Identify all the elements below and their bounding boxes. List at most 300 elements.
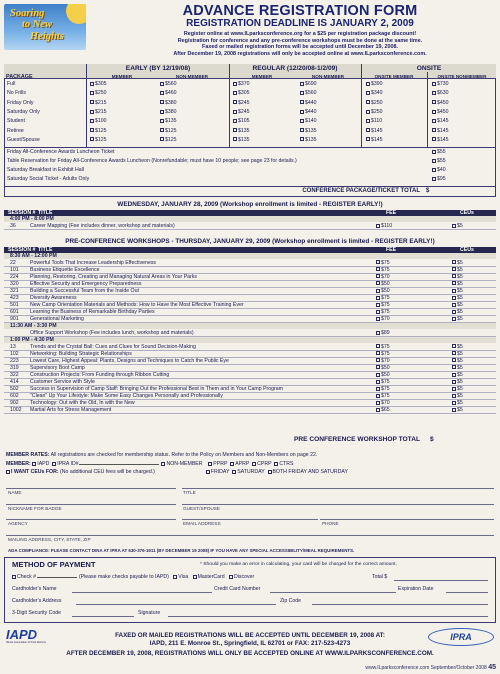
check-checkbox[interactable]: [12, 575, 16, 579]
price-checkbox[interactable]: [432, 100, 436, 104]
friday-label: FRIDAY: [210, 469, 230, 475]
extra-ticket-option[interactable]: [432, 176, 446, 182]
extra-ticket-price: $55: [437, 149, 446, 155]
extra-ticket-option[interactable]: [432, 149, 446, 155]
workshop-fee-option[interactable]: [376, 267, 390, 274]
price-option[interactable]: [90, 128, 107, 134]
price-checkbox[interactable]: [233, 110, 237, 114]
name-field[interactable]: [6, 488, 176, 489]
workshop-ceu-option[interactable]: [452, 302, 463, 309]
workshop-code: 902: [10, 400, 19, 407]
workshop-ceu-option[interactable]: [452, 274, 463, 281]
workshop-fee-option[interactable]: [376, 379, 390, 386]
check-label: Check #: [17, 574, 37, 580]
price-option[interactable]: [233, 100, 250, 106]
ipra-logo-text: IPRA: [450, 632, 472, 642]
aprp-checkbox[interactable]: [230, 462, 234, 466]
ipra-checkbox[interactable]: [52, 462, 56, 466]
workshop-fee: $70: [381, 400, 390, 407]
price-option[interactable]: [300, 100, 317, 106]
workshop-ceu: $5: [457, 259, 463, 266]
workshop-ceu: $5: [457, 280, 463, 287]
workshop-ceu-checkbox[interactable]: [452, 387, 456, 391]
extra-ticket-option[interactable]: [432, 167, 446, 173]
price-checkbox[interactable]: [90, 128, 94, 132]
workshop-ceu: $5: [457, 295, 463, 301]
workshop-ceu: $5: [457, 266, 463, 273]
workshop-fee-option[interactable]: [376, 274, 390, 281]
workshop-ceu-option[interactable]: [452, 393, 463, 400]
workshop-fee-checkbox[interactable]: [376, 373, 380, 377]
visa-checkbox[interactable]: [173, 575, 177, 579]
workshop-fee-checkbox[interactable]: [376, 296, 380, 300]
price-checkbox[interactable]: [366, 110, 370, 114]
title-field[interactable]: [182, 488, 494, 489]
price-checkbox[interactable]: [366, 119, 370, 123]
pricing-package-label: Saturday Only: [7, 108, 40, 115]
workshop-fee: $50: [381, 364, 390, 371]
mailing-label: MAILING ADDRESS, CITY, STATE, ZIP: [8, 537, 91, 542]
price-checkbox[interactable]: [90, 119, 94, 123]
workshop-code: 322: [10, 371, 19, 378]
phone-field[interactable]: [320, 519, 494, 520]
column-divider: [229, 64, 230, 147]
workshop-ceu-option[interactable]: [452, 316, 463, 323]
workshop-ceu-checkbox[interactable]: [452, 267, 456, 271]
fee-header: FEE: [386, 247, 397, 253]
price-checkbox[interactable]: [90, 82, 94, 86]
price-checkbox[interactable]: [366, 82, 370, 86]
footer-line-1: FAXED OR MAILED REGISTRATIONS WILL BE ACCEPTED UNTIL DECEMBER 19, 2008 AT:: [115, 632, 385, 639]
workshop-fee-option[interactable]: [376, 281, 390, 288]
workshop-fee: $110: [381, 223, 393, 229]
extra-ticket-checkbox[interactable]: [432, 150, 436, 154]
workshop-ceu-checkbox[interactable]: [452, 281, 456, 285]
column-divider: [86, 64, 87, 147]
workshop-fee-checkbox[interactable]: [376, 408, 380, 412]
workshop-fee-checkbox[interactable]: [376, 267, 380, 271]
price-option[interactable]: [300, 90, 317, 96]
workshop-fee-option[interactable]: [376, 302, 390, 309]
workshop-ceu-option[interactable]: [452, 309, 463, 316]
guest-field[interactable]: [182, 504, 494, 505]
price-option[interactable]: [90, 81, 107, 87]
workshop-fee: $75: [381, 295, 390, 301]
price-checkbox[interactable]: [90, 110, 94, 114]
saturday-checkbox[interactable]: [232, 470, 236, 474]
price-checkbox[interactable]: [90, 137, 94, 141]
workshop-fee-checkbox[interactable]: [376, 289, 380, 293]
extra-ticket-checkbox[interactable]: [432, 168, 436, 172]
pprp-checkbox[interactable]: [208, 462, 212, 466]
price-option[interactable]: [160, 109, 177, 115]
price-checkbox[interactable]: [160, 91, 164, 95]
workshop-ceu-checkbox[interactable]: [452, 408, 456, 412]
want-ceus-checkbox[interactable]: [6, 470, 10, 474]
onsite-nonmember-header: ONSITE NONMEMBER: [437, 74, 487, 79]
ctrs-checkbox[interactable]: [274, 462, 278, 466]
both-days-checkbox[interactable]: [268, 470, 272, 474]
workshop-fee-option[interactable]: [376, 400, 390, 407]
workshop-code: 414: [10, 379, 19, 385]
extra-ticket-option[interactable]: [432, 158, 446, 164]
price-option[interactable]: [233, 90, 250, 96]
price-checkbox[interactable]: [432, 110, 436, 114]
workshop-fee-checkbox[interactable]: [376, 380, 380, 384]
workshop-fee-option[interactable]: [376, 407, 390, 414]
price-value: $250: [371, 108, 383, 115]
workshop-code: 601: [10, 309, 19, 316]
cprp-checkbox[interactable]: [252, 462, 256, 466]
price-checkbox[interactable]: [160, 100, 164, 104]
price-checkbox[interactable]: [233, 82, 237, 86]
workshop-ceu-checkbox[interactable]: [452, 401, 456, 405]
workshop-ceu-checkbox[interactable]: [452, 344, 456, 348]
price-checkbox[interactable]: [300, 110, 304, 114]
pricing-package-label: Student: [7, 118, 25, 125]
security-code-field[interactable]: [72, 616, 134, 617]
check-number-field[interactable]: [37, 577, 77, 578]
workshop-ceu: $5: [457, 357, 463, 364]
price-option[interactable]: [432, 100, 449, 106]
price-option[interactable]: [160, 90, 177, 96]
price-value: $145: [437, 136, 449, 143]
workshop-ceu-option[interactable]: [452, 407, 463, 414]
price-checkbox[interactable]: [160, 110, 164, 114]
price-option[interactable]: [300, 109, 317, 115]
workshop-fee-checkbox[interactable]: [376, 317, 380, 321]
workshop-fee-option[interactable]: [376, 223, 392, 230]
workshop-ceu: $5: [457, 223, 463, 229]
workshop-code: 102: [10, 350, 19, 357]
workshop-ceu-checkbox[interactable]: [452, 317, 456, 321]
signature-field[interactable]: [168, 616, 488, 617]
price-value: $135: [165, 118, 177, 125]
extra-ticket-checkbox[interactable]: [432, 177, 436, 181]
price-option[interactable]: [366, 128, 383, 134]
price-value: $135: [305, 127, 317, 134]
workshop-fee-option[interactable]: [376, 358, 390, 365]
mailing-field[interactable]: [6, 535, 494, 536]
zip-label: Zip Code: [280, 598, 302, 604]
price-value: $100: [95, 118, 107, 125]
price-value: $440: [305, 99, 317, 106]
signature-label: Signature: [138, 610, 161, 616]
workshop-ceu: $5: [457, 287, 463, 294]
workshop-fee-checkbox[interactable]: [376, 281, 380, 285]
workshop-ceu-checkbox[interactable]: [452, 351, 456, 355]
workshop-ceu-option[interactable]: [452, 358, 463, 365]
workshop-fee: $75: [381, 259, 390, 266]
workshop-fee-checkbox[interactable]: [376, 331, 380, 335]
workshop-ceu-option[interactable]: [452, 351, 463, 358]
workshop-ceu-option[interactable]: [452, 386, 463, 393]
iapd-checkbox[interactable]: [32, 462, 36, 466]
price-checkbox[interactable]: [233, 119, 237, 123]
ipra-id-field[interactable]: [79, 464, 159, 465]
workshop-ceu-checkbox[interactable]: [452, 365, 456, 369]
footer-line-2: IAPD, 211 E. Monroe St., Springfield, IL 62701 or FAX: 217-523-4273: [149, 640, 351, 647]
zip-field[interactable]: [312, 604, 488, 605]
workshop-fee-checkbox[interactable]: [376, 260, 380, 264]
workshop-ceu-option[interactable]: [452, 267, 463, 274]
price-value: $305: [238, 90, 250, 97]
price-option[interactable]: [160, 137, 177, 143]
price-checkbox[interactable]: [366, 128, 370, 132]
price-checkbox[interactable]: [300, 82, 304, 86]
price-option[interactable]: [366, 109, 383, 115]
workshop-ceu: $5: [457, 364, 463, 371]
workshop-ceu-checkbox[interactable]: [452, 310, 456, 314]
workshop-ceu: $5: [457, 393, 463, 400]
workshop-code: 502: [10, 386, 19, 393]
price-checkbox[interactable]: [432, 82, 436, 86]
pricing-package-label: Guest/Spouse: [7, 136, 40, 143]
workshop-title: "Clean" Up Your Lifestyle: Make Some Easy Changes Personally and Professionally: [30, 393, 223, 400]
price-checkbox[interactable]: [90, 91, 94, 95]
workshop-ceu-option[interactable]: [452, 372, 463, 379]
workshop-fee-checkbox[interactable]: [376, 344, 380, 348]
workshop-fee-checkbox[interactable]: [376, 274, 380, 278]
workshop-fee-checkbox[interactable]: [376, 401, 380, 405]
info-line: After December 19, 2008 registrations will only be accepted online at www.ILparksconference.com.: [173, 50, 427, 57]
price-checkbox[interactable]: [160, 119, 164, 123]
workshop-fee-option[interactable]: [376, 295, 390, 302]
conference-total-value[interactable]: $: [426, 188, 430, 194]
price-value: $135: [305, 136, 317, 143]
email-field[interactable]: [182, 519, 318, 520]
workshop-ceu-checkbox[interactable]: [452, 274, 456, 278]
price-option[interactable]: [160, 100, 177, 106]
workshop-title: Supervisory Boot Camp: [30, 364, 85, 371]
workshop-ceu-checkbox[interactable]: [452, 373, 456, 377]
agency-field[interactable]: [6, 519, 176, 520]
security-code-label: 3-Digit Security Code: [12, 610, 62, 616]
price-checkbox[interactable]: [366, 91, 370, 95]
workshop-ceu-checkbox[interactable]: [452, 358, 456, 362]
price-checkbox[interactable]: [233, 100, 237, 104]
guest-label: GUEST/SPOUSE: [183, 506, 220, 511]
workshop-ceu-option[interactable]: [452, 281, 463, 288]
price-option[interactable]: [366, 137, 383, 143]
workshop-ceu-option[interactable]: [452, 288, 463, 295]
workshop-row: [4, 379, 496, 386]
mastercard-checkbox[interactable]: [193, 575, 197, 579]
price-option[interactable]: [233, 109, 250, 115]
workshop-title: New Camp Orientation Materials and Methods: How to Have the Most Effective Training Ever: [30, 302, 244, 309]
workshop-fee-option[interactable]: [376, 330, 390, 337]
workshop-ceu-checkbox[interactable]: [452, 380, 456, 384]
workshop-fee-option[interactable]: [376, 260, 390, 267]
workshop-ceu: $5: [457, 379, 463, 385]
workshop-title: Technology: Out with the Old, In with the New: [30, 400, 135, 407]
price-value: $250: [95, 90, 107, 97]
price-option[interactable]: [432, 109, 449, 115]
price-checkbox[interactable]: [432, 128, 436, 132]
price-option[interactable]: [233, 81, 250, 87]
cardholder-address-field[interactable]: [76, 604, 276, 605]
price-checkbox[interactable]: [160, 137, 164, 141]
workshop-ceu-checkbox[interactable]: [452, 224, 456, 228]
workshop-fee-option[interactable]: [376, 386, 390, 393]
workshop-fee-checkbox[interactable]: [376, 310, 380, 314]
workshop-ceu: $5: [457, 400, 463, 407]
price-value: $135: [238, 127, 250, 134]
friday-checkbox[interactable]: [206, 470, 210, 474]
discover-checkbox[interactable]: [229, 575, 233, 579]
card-number-label: Credit Card Number: [214, 586, 261, 592]
pprp-label: PPRP: [213, 461, 228, 467]
workshop-fee-checkbox[interactable]: [376, 358, 380, 362]
cardholder-name-field[interactable]: [72, 592, 212, 593]
price-option[interactable]: [160, 118, 177, 124]
price-checkbox[interactable]: [300, 91, 304, 95]
price-option[interactable]: [366, 100, 383, 106]
price-value: $440: [305, 108, 317, 115]
workshop-ceu-checkbox[interactable]: [452, 394, 456, 398]
price-option[interactable]: [432, 90, 449, 96]
workshop-ceu-checkbox[interactable]: [452, 303, 456, 307]
workshop-fee-option[interactable]: [376, 309, 390, 316]
price-option[interactable]: [300, 128, 317, 134]
price-option[interactable]: [90, 137, 107, 143]
price-option[interactable]: [90, 90, 107, 96]
expiration-field[interactable]: [446, 592, 488, 593]
price-checkbox[interactable]: [366, 137, 370, 141]
price-checkbox[interactable]: [366, 100, 370, 104]
price-value: $125: [95, 127, 107, 134]
workshop-fee-checkbox[interactable]: [376, 224, 380, 228]
nonmember-checkbox[interactable]: [161, 462, 165, 466]
workshop-ceu-option[interactable]: [452, 379, 463, 386]
workshop-fee-checkbox[interactable]: [376, 303, 380, 307]
saturday-label: SATURDAY: [237, 469, 265, 475]
price-option[interactable]: [432, 81, 449, 87]
nickname-field[interactable]: [6, 504, 176, 505]
page-footer: [330, 664, 496, 671]
price-value: $125: [165, 127, 177, 134]
price-value: $215: [95, 99, 107, 106]
price-checkbox[interactable]: [233, 91, 237, 95]
price-option[interactable]: [432, 118, 449, 124]
workshop-fee-checkbox[interactable]: [376, 351, 380, 355]
extra-ticket-price: $40: [437, 167, 446, 173]
workshop-title: Success in Supervision of Camp Staff: Bringing Out the Professional Best in Them and in Your Camp Program: [30, 386, 283, 393]
price-option[interactable]: [432, 128, 449, 134]
workshop-code: 1002: [10, 407, 22, 414]
price-checkbox[interactable]: [300, 100, 304, 104]
workshop-total-value[interactable]: $: [430, 436, 434, 443]
workshop-fee-option[interactable]: [376, 372, 390, 379]
extra-ticket-price: $55: [437, 158, 446, 164]
workshop-fee-option[interactable]: [376, 288, 390, 295]
price-checkbox[interactable]: [233, 128, 237, 132]
thursday-title: PRE-CONFERENCE WORKSHOPS - THURSDAY, JANUARY 29, 2009 (Workshop enrollment is limited - REGISTER EARLY!): [65, 238, 435, 245]
workshop-row: [4, 302, 496, 309]
price-option[interactable]: [233, 128, 250, 134]
workshop-fee-option[interactable]: [376, 316, 390, 323]
workshop-ceu: $5: [457, 371, 463, 378]
visa-label: Visa: [178, 574, 189, 580]
info-line: Faxed or mailed registration forms will be accepted until December 19, 2008.: [202, 44, 398, 51]
workshop-ceu-option[interactable]: [452, 400, 463, 407]
expiration-label: Expiration Date: [398, 586, 434, 592]
workshop-fee-checkbox[interactable]: [376, 387, 380, 391]
workshop-fee: $75: [381, 386, 390, 393]
workshop-title: Generational Marketing: [30, 316, 84, 323]
price-checkbox[interactable]: [233, 137, 237, 141]
price-option[interactable]: [233, 137, 250, 143]
extra-ticket-label: Saturday Breakfast in Exhibit Hall: [7, 167, 84, 173]
price-option[interactable]: [160, 81, 177, 87]
workshop-fee-option[interactable]: [376, 393, 390, 400]
extra-ticket-checkbox[interactable]: [432, 159, 436, 163]
workshop-row: [4, 260, 496, 267]
price-option[interactable]: [300, 118, 317, 124]
price-option[interactable]: [300, 81, 317, 87]
workshop-fee-option[interactable]: [376, 351, 390, 358]
workshop-ceu-option[interactable]: [452, 295, 463, 302]
card-number-field[interactable]: [270, 592, 396, 593]
price-checkbox[interactable]: [432, 137, 436, 141]
price-value: $110: [371, 118, 383, 125]
early-member-header: MEMBER: [111, 74, 133, 79]
workshop-fee-checkbox[interactable]: [376, 394, 380, 398]
price-value: $305: [95, 81, 107, 87]
price-checkbox[interactable]: [300, 119, 304, 123]
workshop-ceu-option[interactable]: [452, 223, 463, 230]
price-checkbox[interactable]: [90, 100, 94, 104]
workshop-ceu-checkbox[interactable]: [452, 289, 456, 293]
price-option[interactable]: [366, 81, 383, 87]
price-option[interactable]: [233, 118, 250, 124]
workshop-title: Office Support Workshop (Fee includes lunch, workshop and materials): [30, 329, 194, 336]
price-option[interactable]: [160, 128, 177, 134]
price-option[interactable]: [90, 118, 107, 124]
price-option[interactable]: [432, 137, 449, 143]
ceu-header: CEUs: [460, 210, 474, 216]
price-option[interactable]: [300, 137, 317, 143]
price-checkbox[interactable]: [160, 82, 164, 86]
price-checkbox[interactable]: [300, 137, 304, 141]
price-option[interactable]: [90, 100, 107, 106]
nickname-label: NICKNAME FOR BADGE: [8, 506, 62, 511]
workshop-fee-checkbox[interactable]: [376, 365, 380, 369]
workshop-ceu-option[interactable]: [452, 365, 463, 372]
page-number: 45: [488, 664, 496, 671]
price-option[interactable]: [366, 118, 382, 124]
ipra-label: IPRA ID#: [57, 461, 79, 467]
price-option[interactable]: [366, 90, 383, 96]
workshop-title: Construction Projects: From Funding through Ribbon Cutting: [30, 371, 170, 378]
price-value: $450: [437, 108, 449, 115]
workshop-code: 101: [10, 266, 19, 273]
price-option[interactable]: [90, 109, 107, 115]
mastercard-label: MasterCard: [197, 574, 225, 580]
workshop-ceu-checkbox[interactable]: [452, 260, 456, 264]
price-checkbox[interactable]: [432, 91, 436, 95]
payment-total-field[interactable]: [394, 580, 488, 581]
workshop-ceu-option[interactable]: [452, 260, 463, 267]
price-checkbox[interactable]: [160, 128, 164, 132]
workshop-fee-option[interactable]: [376, 344, 390, 351]
price-checkbox[interactable]: [300, 128, 304, 132]
workshop-fee-option[interactable]: [376, 365, 390, 372]
workshop-ceu-checkbox[interactable]: [452, 296, 456, 300]
workshop-title: Business Etiquette Excellence: [30, 266, 100, 273]
price-checkbox[interactable]: [432, 119, 436, 123]
workshop-ceu-option[interactable]: [452, 344, 463, 351]
